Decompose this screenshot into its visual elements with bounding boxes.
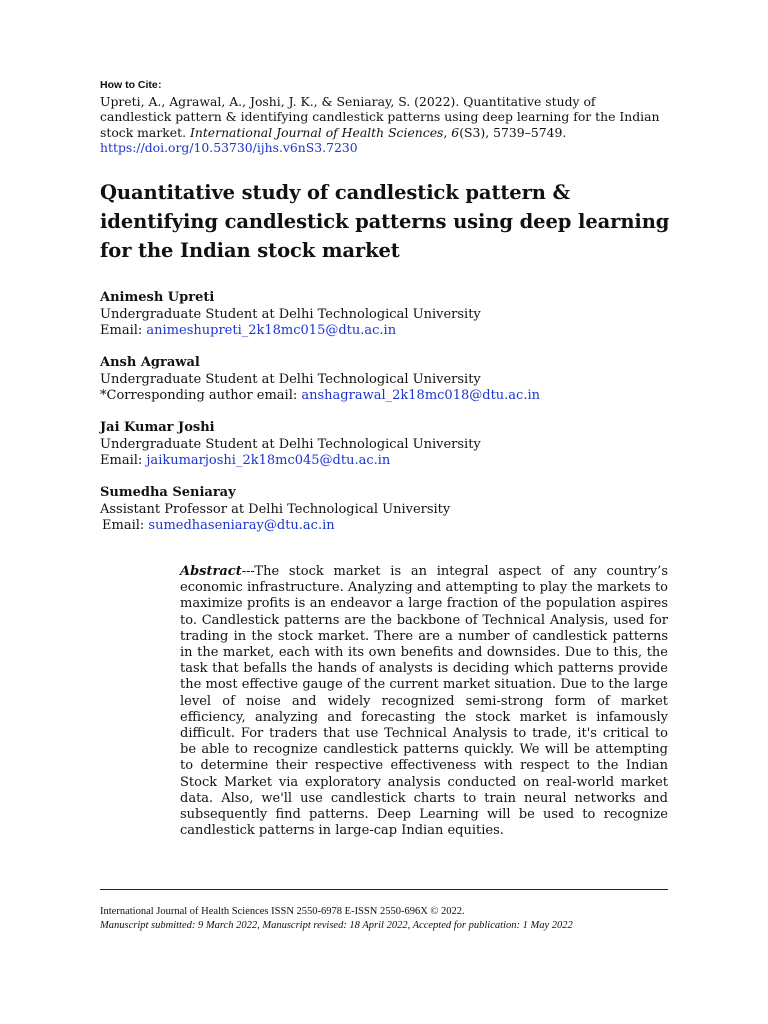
author-name: Ansh Agrawal bbox=[100, 355, 200, 370]
author-email-label: Email: bbox=[100, 323, 147, 338]
how-to-cite bbox=[100, 76, 670, 156]
abstract bbox=[180, 564, 668, 839]
author-email-label: Email: bbox=[100, 453, 147, 468]
footer-divider bbox=[100, 889, 668, 890]
footer-dates-line: Manuscript submitted: 9 March 2022, Manuscript revised: 18 April 2022, Accepted for publication: 1 May 2022 bbox=[100, 919, 573, 931]
author-affiliation: Undergraduate Student at Delhi Technological University bbox=[100, 436, 481, 452]
abstract-label: Abstract bbox=[180, 564, 242, 579]
author-email-label: *Corresponding author email: bbox=[100, 388, 302, 403]
cite-heading-colon: : bbox=[157, 76, 162, 91]
footer-journal-line: International Journal of Health Sciences ISSN 2550-6978 E-ISSN 2550-696X © 2022. bbox=[100, 906, 465, 917]
author-email-link[interactable]: jaikumarjoshi_2k18mc045@dtu.ac.in bbox=[146, 453, 391, 468]
cite-text bbox=[100, 94, 670, 156]
cite-journal: International Journal of Health Sciences bbox=[189, 124, 444, 140]
cite-volume-sep: , bbox=[443, 124, 452, 140]
author-name: Sumedha Seniaray bbox=[100, 485, 236, 500]
author-block bbox=[100, 290, 680, 340]
author-block bbox=[100, 355, 680, 405]
author-name: Jai Kumar Joshi bbox=[100, 420, 215, 435]
author-email-link[interactable]: anshagrawal_2k18mc018@dtu.ac.in bbox=[301, 388, 540, 403]
author-affiliation: Undergraduate Student at Delhi Technological University bbox=[100, 371, 481, 387]
cite-issue-pages: (S3), 5739–5749. bbox=[459, 124, 567, 140]
abstract-text: ---The stock market is an integral aspect of any country’s economic infrastructure. Analyzing and attempting to play the markets to maximize profits is an endeavor a large fraction of the population aspires to. Candlestick patterns are the backbone of Technical Analysis, used for trading in the stock market. There are a number of candlestick patterns in the market, each with its own benefits and downsides. Due to this, the task that befalls the hands of analysts is deciding which patterns provide the most effective gauge of the current market situation. Due to the large level of noise and widely recognized semi-strong form of market efficiency, analyzing and forecasting the stock market is infamously difficult. For traders that use Technical Analysis to trade, it's critical to be able to recognize candlestick patterns quickly. We will be attempting to determine their respective effectiveness with respect to the Indian Stock Market via exploratory analysis conducted on real-world market data. Also, we'll use candlestick charts to train neural networks and subsequently find patterns. Deep Learning will be used to recognize candlestick patterns in large-cap Indian equities. bbox=[180, 564, 668, 839]
author-email-link[interactable]: sumedhaseniaray@dtu.ac.in bbox=[148, 518, 335, 533]
cite-prefix: Upreti, A., Agrawal, A., Joshi, J. K., & Seniaray, S. (2022). Quantitative study of candlestick pattern & identifying candlestick patterns using deep learning for the Indian stock market. bbox=[100, 93, 660, 140]
author-block bbox=[100, 485, 680, 535]
paper-title: Quantitative study of candlestick pattern & identifying candlestick patterns using deep learning for the Indian stock market bbox=[100, 181, 670, 262]
footer bbox=[100, 905, 680, 932]
author-affiliation: Undergraduate Student at Delhi Technological University bbox=[100, 306, 481, 322]
cite-heading: How to Cite bbox=[100, 79, 158, 91]
author-affiliation: Assistant Professor at Delhi Technological University bbox=[100, 501, 451, 517]
author-block bbox=[100, 420, 680, 470]
doi-link[interactable]: https://doi.org/10.53730/ijhs.v6nS3.7230 bbox=[100, 140, 358, 156]
author-email-link[interactable]: animeshupreti_2k18mc015@dtu.ac.in bbox=[146, 323, 397, 338]
author-name: Animesh Upreti bbox=[100, 290, 215, 305]
cite-volume: 6 bbox=[451, 124, 460, 140]
author-email-label: Email: bbox=[102, 518, 149, 533]
